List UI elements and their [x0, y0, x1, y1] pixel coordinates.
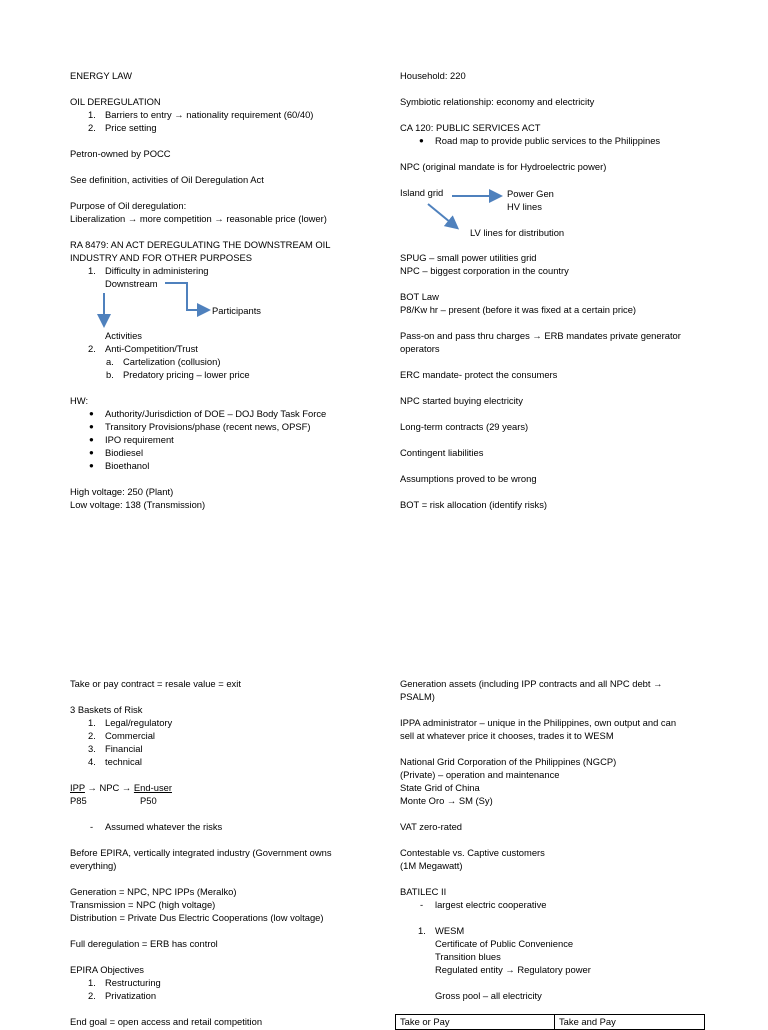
- list-item: 3. Financial: [88, 743, 143, 754]
- list-item: 1. Restructuring: [88, 977, 161, 988]
- contingent-note: Contingent liabilities: [400, 447, 484, 458]
- hw-heading: HW:: [70, 395, 89, 406]
- list-item: ● Road map to provide public services to the Philippines: [419, 135, 661, 146]
- p8-note: P8/Kw hr – present (before it was fixed at a certain price): [400, 304, 637, 315]
- bot-risk-note: BOT = risk allocation (identify risks): [400, 499, 548, 510]
- list-item: ● Transitory Provisions/phase (recent news, OPSF): [89, 421, 311, 432]
- take-or-pay-table: [395, 1014, 705, 1030]
- list-item: ● Bioethanol: [89, 460, 150, 471]
- gen-assets-line2: PSALM): [400, 691, 435, 702]
- household-note: Household: 220: [400, 70, 466, 81]
- ca120-heading: CA 120: PUBLIC SERVICES ACT: [400, 122, 541, 133]
- price-row: [70, 794, 390, 807]
- petron-note: Petron-owned by POCC: [70, 148, 171, 159]
- batilec-list: [400, 898, 720, 911]
- list-item: - Assumed whatever the risks: [90, 821, 223, 832]
- liberalization-note: Liberalization → more competition → reasonable price (lower): [70, 213, 327, 224]
- flow-arrows: → NPC →: [84, 782, 134, 793]
- island-grid-arrows-diagram: [425, 190, 515, 235]
- take-or-pay-note: Take or pay contract = resale value = exit: [70, 678, 241, 689]
- ippa-line2: sell at whatever price it chooses, trades it to WESM: [400, 730, 614, 741]
- baskets-list: [70, 716, 390, 768]
- ra-heading-line1: RA 8479: AN ACT DEREGULATING THE DOWNSTREAM OIL: [70, 239, 331, 250]
- monte-oro-note: Monte Oro → SM (Sy): [400, 795, 493, 806]
- ippa-line1: IPPA administrator – unique in the Philippines, own output and can: [400, 717, 677, 728]
- gen-assets-line1: Generation assets (including IPP contracts and all NPC debt →: [400, 678, 663, 689]
- generation-note: Generation = NPC, NPC IPPs (Meralko): [70, 886, 237, 897]
- p85-label: P85: [70, 795, 87, 806]
- lv-lines-label: LV lines for distribution: [470, 227, 565, 238]
- downstream-label: Downstream: [105, 278, 158, 289]
- list-item: - largest electric cooperative: [420, 899, 547, 910]
- certificate-note: Certificate of Public Convenience: [435, 938, 574, 949]
- transmission-note: Transmission = NPC (high voltage): [70, 899, 216, 910]
- list-item: 2. Anti-Competition/Trust: [88, 343, 198, 354]
- island-grid-label: Island grid: [400, 187, 444, 198]
- activities-label: Activities: [105, 330, 142, 341]
- private-note: (Private) – operation and maintenance: [400, 769, 560, 780]
- list-item: ● IPO requirement: [89, 434, 174, 445]
- top-right-column: [400, 69, 720, 511]
- ngcp-note: National Grid Corporation of the Philippines (NGCP): [400, 756, 617, 767]
- ca120-list: [400, 134, 720, 147]
- participants-label: Participants: [212, 305, 261, 316]
- batilec-heading: BATILEC II: [400, 886, 447, 897]
- bottom-left-column: [70, 677, 390, 1028]
- symbiotic-note: Symbiotic relationship: economy and electricity: [400, 96, 595, 107]
- list-item: 1. Legal/regulatory: [88, 717, 173, 728]
- contestable-note: Contestable vs. Captive customers: [400, 847, 545, 858]
- baskets-heading: 3 Baskets of Risk: [70, 704, 143, 715]
- transition-note: Transition blues: [435, 951, 501, 962]
- power-gen-label: Power Gen: [507, 188, 554, 199]
- p50-label: P50: [140, 795, 157, 806]
- list-item: b. Predatory pricing – lower price: [106, 369, 250, 380]
- oil-deregulation-heading: OIL DEREGULATION: [70, 96, 161, 107]
- list-item: 2. Commercial: [88, 730, 156, 741]
- list-item: ● Authority/Jurisdiction of DOE – DOJ Body Task Force: [89, 408, 327, 419]
- table-cell: Take and Pay: [555, 1015, 705, 1030]
- hv-lines-label: HV lines: [507, 201, 542, 212]
- regulated-note: Regulated entity → Regulatory power: [435, 964, 591, 975]
- see-definition-note: See definition, activities of Oil Deregulation Act: [70, 174, 264, 185]
- list-item: 1. WESM: [418, 925, 465, 936]
- oil-list: [70, 108, 390, 134]
- end-user-label: End-user: [133, 782, 172, 793]
- gross-pool-note: Gross pool – all electricity: [435, 990, 542, 1001]
- npc-started-note: NPC started buying electricity: [400, 395, 523, 406]
- assumed-list: [70, 820, 390, 833]
- end-goal-note: End goal = open access and retail competition: [70, 1016, 263, 1027]
- longterm-note: Long-term contracts (29 years): [400, 421, 529, 432]
- megawatt-note: (1M Megawatt): [400, 860, 463, 871]
- table-cell: Take or Pay: [396, 1015, 555, 1030]
- list-item: ● Biodiesel: [89, 447, 144, 458]
- ra-list-2: [70, 342, 390, 355]
- ra-heading-line2: INDUSTRY AND FOR OTHER PURPOSES: [70, 252, 252, 263]
- list-item: 2. Privatization: [88, 990, 157, 1001]
- npc-mandate-note: NPC (original mandate is for Hydroelectric power): [400, 161, 607, 172]
- state-grid-note: State Grid of China: [400, 782, 480, 793]
- distribution-note: Distribution = Private Dus Electric Cooperations (low voltage): [70, 912, 324, 923]
- bot-law-heading: BOT Law: [400, 291, 439, 302]
- hw-list: [70, 407, 390, 472]
- spug-note: SPUG – small power utilities grid: [400, 252, 537, 263]
- before-epira-line2: everything): [70, 860, 117, 871]
- wesm-list: [400, 924, 720, 937]
- passon-line1: Pass-on and pass thru charges → ERB mandates private generator: [400, 330, 681, 341]
- doc-title: ENERGY LAW: [70, 70, 132, 81]
- epira-heading: EPIRA Objectives: [70, 964, 144, 975]
- list-item: 1. Difficulty in administering: [88, 265, 209, 276]
- npc-biggest-note: NPC – biggest corporation in the country: [400, 265, 569, 276]
- low-voltage-note: Low voltage: 138 (Transmission): [70, 499, 206, 510]
- downstream-arrows-diagram: [95, 280, 215, 332]
- assumptions-note: Assumptions proved to be wrong: [400, 473, 537, 484]
- ipp-flow: [70, 781, 390, 794]
- ra-sublist: [70, 355, 390, 381]
- list-item: a. Cartelization (collusion): [106, 356, 221, 367]
- epira-list: [70, 976, 390, 1002]
- list-item: 2. Price setting: [88, 122, 157, 133]
- vat-note: VAT zero-rated: [400, 821, 463, 832]
- table-row: [396, 1015, 705, 1030]
- list-item: 1. Barriers to entry → nationality requirement (60/40): [88, 109, 314, 120]
- high-voltage-note: High voltage: 250 (Plant): [70, 486, 174, 497]
- before-epira-line1: Before EPIRA, vertically integrated industry (Government owns: [70, 847, 332, 858]
- erc-note: ERC mandate- protect the consumers: [400, 369, 558, 380]
- bottom-right-column: [400, 677, 720, 1002]
- purpose-heading: Purpose of Oil deregulation:: [70, 200, 187, 211]
- passon-line2: operators: [400, 343, 440, 354]
- list-item: 4. technical: [88, 756, 143, 767]
- full-dereg-note: Full deregulation = ERB has control: [70, 938, 218, 949]
- ra-list: [70, 264, 390, 277]
- ipp-label: IPP: [70, 782, 85, 793]
